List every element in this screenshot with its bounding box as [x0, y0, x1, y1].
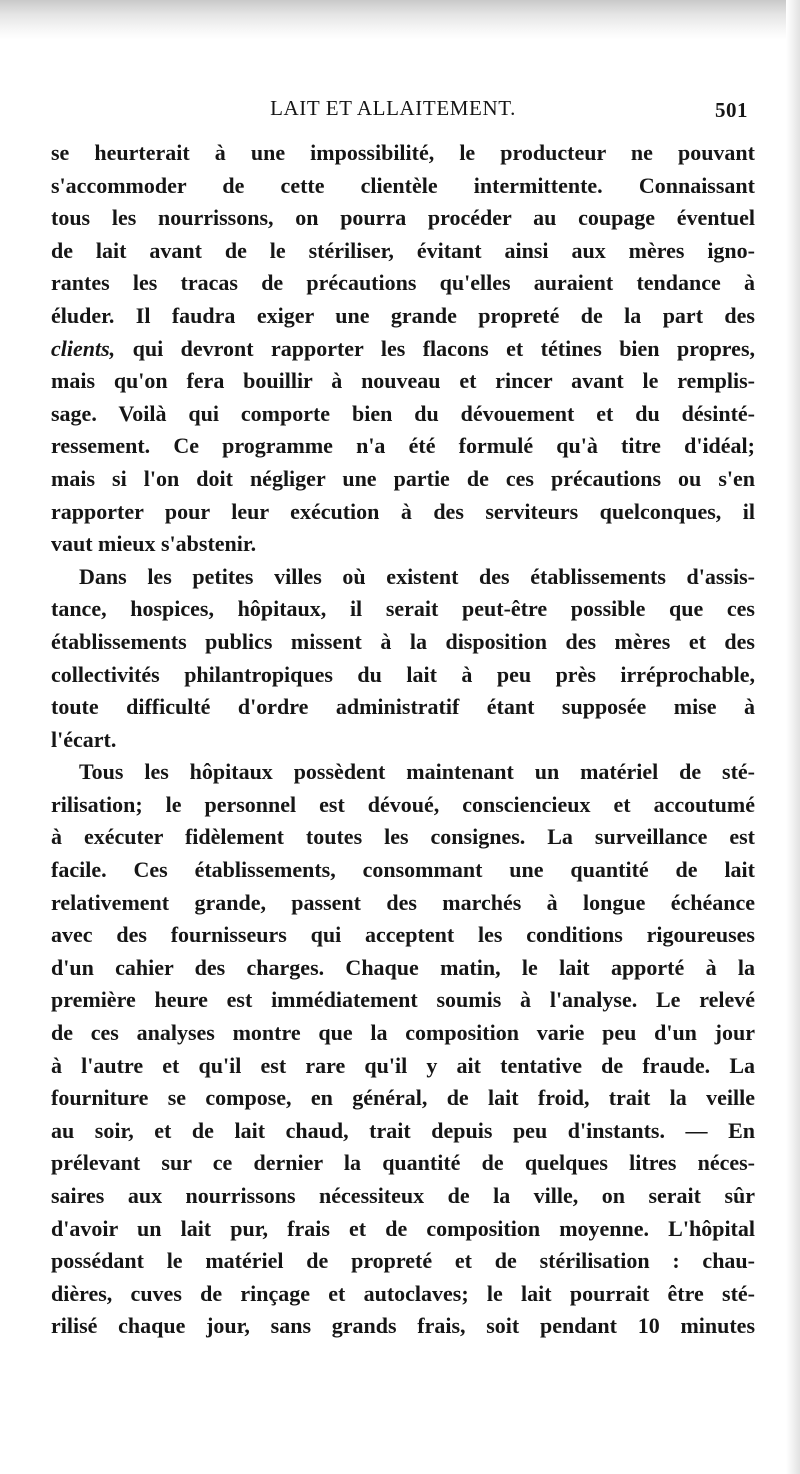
- text-line: se heurterait à une impossibilité, le producteur ne pouvant: [51, 140, 755, 165]
- text-line: rantes les tracas de précautions qu'elles auraient tendance à: [51, 270, 755, 296]
- scan-shadow-right: [786, 0, 800, 1474]
- text-line: avec des fournisseurs qui acceptent les conditions rigoureuses: [51, 922, 755, 948]
- text-line: collectivités philantropiques du lait à peu près irréprochable,: [51, 661, 755, 687]
- text-line: saires aux nourrissons nécessiteux de la ville, on serait sûr: [51, 1183, 755, 1208]
- text-line: possédant le matériel de propreté et de stérilisation : chau-: [51, 1248, 755, 1274]
- text-line: première heure est immédiatement soumis à l'analyse. Le relevé: [51, 987, 755, 1013]
- text-line: vaut mieux s'abstenir.: [51, 531, 257, 557]
- text-line: fourniture se compose, en général, de lait froid, trait la veille: [51, 1085, 755, 1111]
- text-line: d'avoir un lait pur, frais et de composition moyenne. L'hôpital: [51, 1215, 755, 1241]
- text-line: facile. Ces établissements, consommant une quantité de lait: [51, 857, 755, 883]
- paragraph-3: [51, 756, 755, 1343]
- text-line: relativement grande, passent des marchés à longue échéance: [51, 889, 755, 915]
- text-line: s'accommoder de cette clientèle intermittente. Connaissant: [51, 172, 755, 198]
- italic-word: clients,: [51, 335, 116, 361]
- scan-shadow-top: [0, 0, 800, 40]
- text-line: Tous les hôpitaux possèdent maintenant un matériel de sté-: [79, 759, 755, 785]
- text-line: rapporter pour leur exécution à des serviteurs quelconques, il: [51, 498, 755, 524]
- text-line: éluder. Il faudra exiger une grande propreté de la part des: [51, 302, 755, 328]
- text-line: rilisation; le personnel est dévoué, consciencieux et accoutumé: [51, 791, 755, 817]
- body-text: [51, 137, 755, 1343]
- text-line: toute difficulté d'ordre administratif étant supposée mise à: [51, 694, 755, 720]
- paragraph-2: [51, 561, 755, 757]
- text-line: ressement. Ce programme n'a été formulé qu'à titre d'idéal;: [51, 433, 755, 459]
- text-line: rilisé chaque jour, sans grands frais, soit pendant 10 minutes: [51, 1313, 755, 1339]
- text-line: sage. Voilà qui comporte bien du dévouement et du désinté-: [51, 400, 755, 426]
- page-number: 501: [715, 98, 748, 122]
- text-line: à exécuter fidèlement toutes les consignes. La surveillance est: [51, 824, 755, 850]
- page-header: [0, 96, 800, 126]
- text-line: Dans les petites villes où existent des établissements d'assis-: [79, 563, 755, 589]
- paragraph-1: [51, 137, 755, 561]
- text-line: d'un cahier des charges. Chaque matin, le lait apporté à la: [51, 954, 755, 980]
- text-line: l'écart.: [51, 726, 117, 752]
- text-line: prélevant sur ce dernier la quantité de quelques litres néces-: [51, 1150, 755, 1176]
- text-line: au soir, et de lait chaud, trait depuis peu d'instants. — En: [51, 1117, 755, 1143]
- text-line: établissements publics missent à la disposition des mères et des: [51, 628, 755, 654]
- text-line: mais si l'on doit négliger une partie de ces précautions ou s'en: [51, 465, 755, 491]
- text-line: de lait avant de le stériliser, évitant ainsi aux mères igno-: [51, 237, 755, 263]
- text-line: mais qu'on fera bouillir à nouveau et rincer avant le remplis-: [51, 368, 755, 394]
- running-title: LAIT ET ALLAITEMENT.: [270, 96, 516, 120]
- text-line: à l'autre et qu'il est rare qu'il y ait tentative de fraude. La: [51, 1052, 755, 1078]
- text-line: [51, 333, 755, 366]
- text-line: dières, cuves de rinçage et autoclaves; le lait pourrait être sté-: [51, 1280, 755, 1306]
- text-line: tance, hospices, hôpitaux, il serait peut-être possible que ces: [51, 596, 755, 622]
- text-line: de ces analyses montre que la composition varie peu d'un jour: [51, 1020, 755, 1046]
- text-line: tous les nourrissons, on pourra procéder au coupage éventuel: [51, 205, 755, 231]
- text-run: qui devront rapporter les flacons et tétines bien propres,: [115, 335, 755, 361]
